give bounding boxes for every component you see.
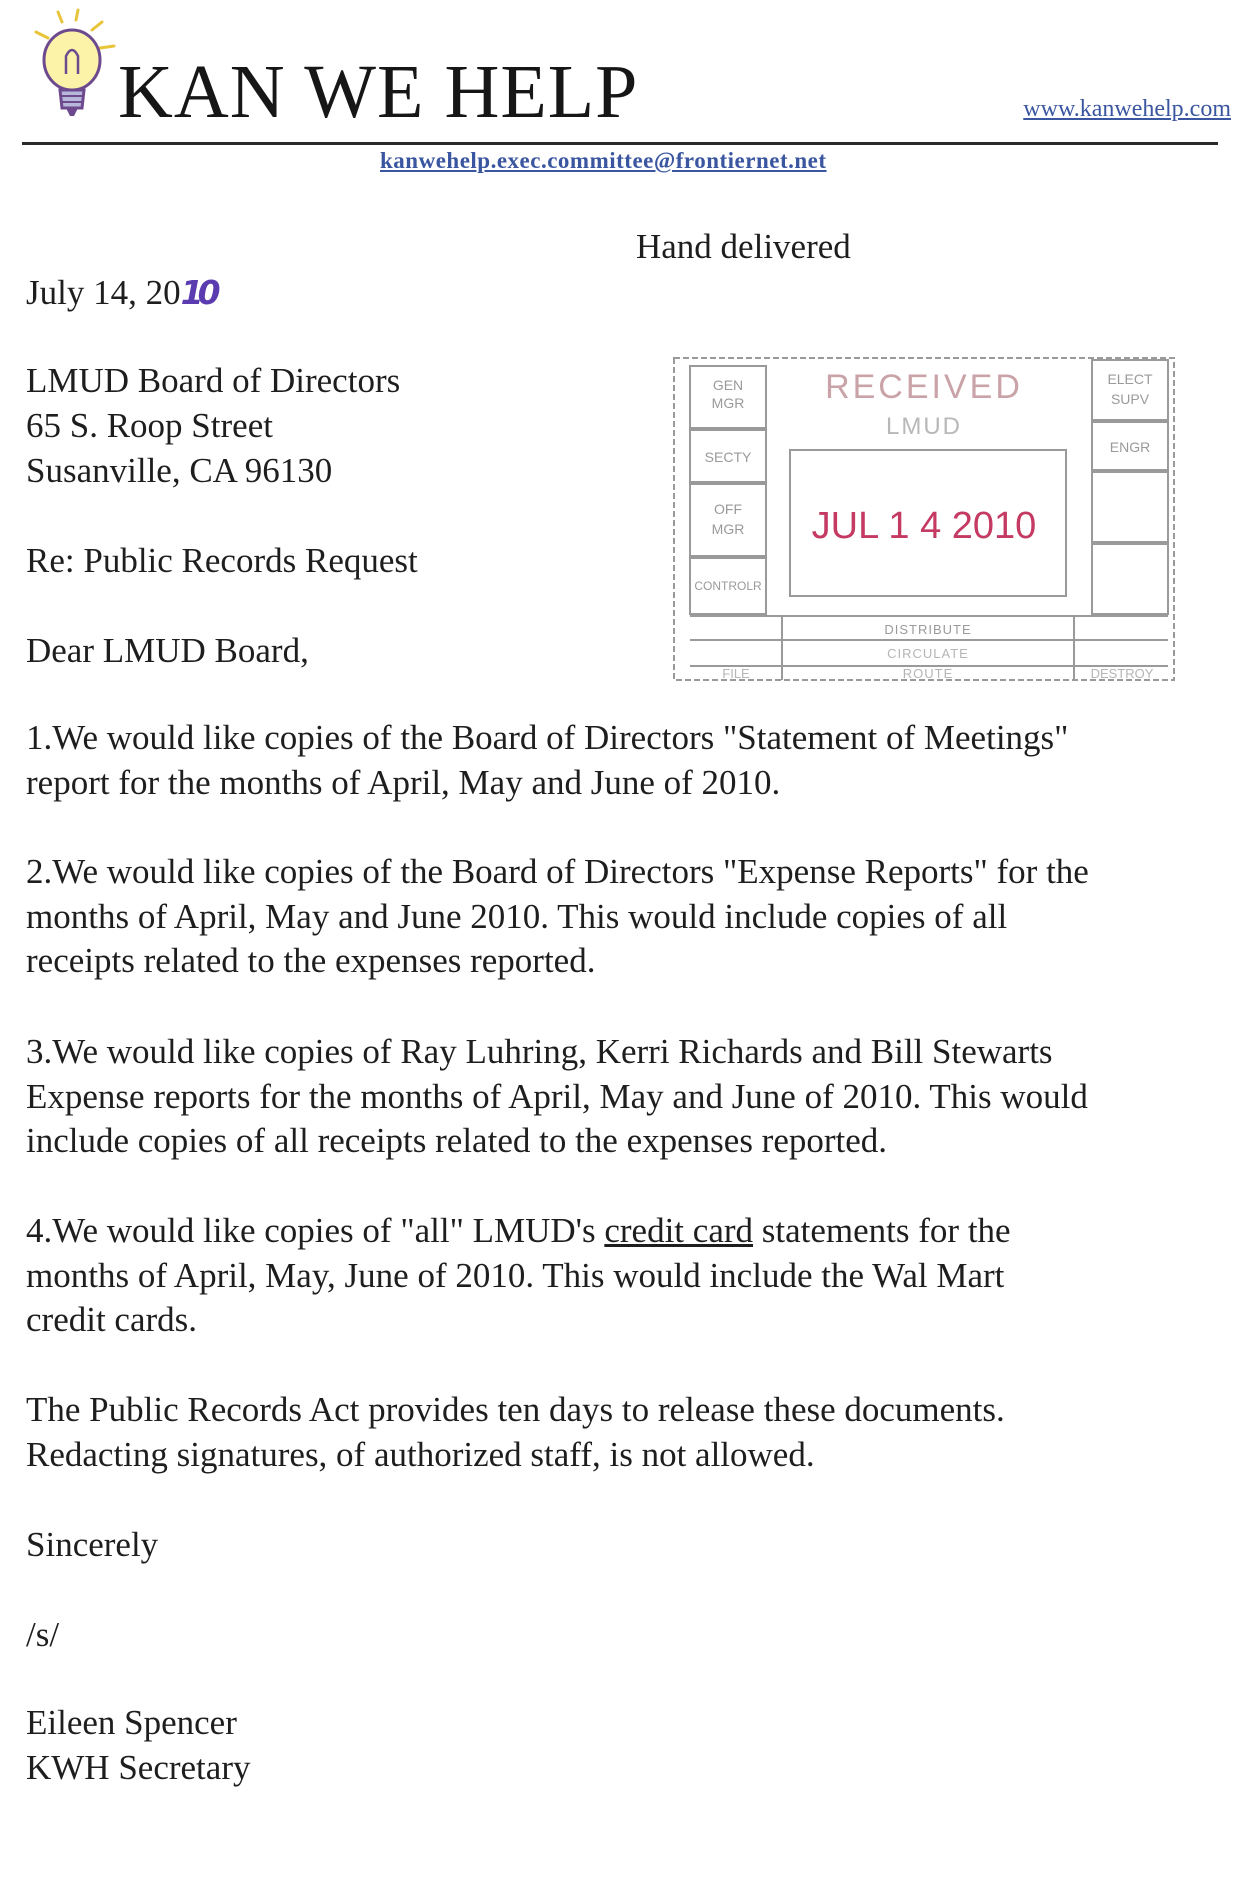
request-item-1 (26, 716, 1226, 805)
paragraph-line: Redacting signatures, of authorized staff, is not allowed. (26, 1434, 815, 1474)
stamp-left-box: MGR (711, 521, 745, 537)
paragraph-line: include copies of all receipts related to the expenses reported. (26, 1121, 888, 1160)
address-line: LMUD Board of Directors (26, 361, 401, 400)
stamp-left-box: MGR (711, 395, 745, 411)
credit-card-emphasis: credit card (604, 1211, 754, 1250)
stamp-received: RECEIVED (825, 368, 1023, 406)
paragraph-line: 2.We would like copies of the Board of Directors "Expense Reports" for the (26, 852, 1089, 891)
paragraph-line (26, 1209, 1226, 1254)
records-act-note (26, 1388, 1226, 1477)
header-divider (22, 142, 1218, 145)
paragraph-line: receipts related to the expenses reported. (26, 941, 596, 980)
signer-title: KWH Secretary (26, 1748, 251, 1787)
letter-date (26, 270, 215, 315)
stamp-right-box: SUPV (1110, 391, 1150, 407)
request-item-3 (26, 1030, 1226, 1164)
address-line: 65 S. Roop Street (26, 406, 273, 445)
recipient-address (26, 358, 400, 493)
lightbulb-logo (26, 8, 122, 128)
stamp-left-box: GEN (712, 377, 744, 393)
request-item-4 (26, 1209, 1226, 1343)
received-stamp (670, 350, 1182, 694)
stamp-left-box: SECTY (704, 449, 752, 465)
salutation: Dear LMUD Board, (26, 631, 309, 670)
paragraph-line: 1.We would like copies of the Board of Directors "Statement of Meetings" (26, 718, 1069, 757)
paragraph-line: credit cards. (26, 1300, 198, 1339)
signature: /s/ (26, 1615, 60, 1654)
stamp-bottom-label: DISTRIBUTE (884, 622, 972, 637)
stamp-bottom-label: DESTROY (1090, 666, 1154, 681)
stamp-right-box: ELECT (1107, 371, 1153, 387)
request-item-2 (26, 850, 1226, 984)
handwritten-year-correction: 10 (180, 273, 215, 312)
paragraph-line: report for the months of April, May and June of 2010. (26, 762, 781, 802)
stamp-date: JUL 1 4 2010 (811, 505, 1037, 547)
stamp-left-box: OFF (714, 501, 742, 517)
paragraph-line: The Public Records Act provides ten days to release these documents. (26, 1390, 1005, 1429)
date-text: July 14, 20 (26, 273, 181, 312)
email-link[interactable]: kanwehelp.exec.committee@frontiernet.net (380, 148, 827, 173)
paragraph-line: 3.We would like copies of Ray Luhring, Kerri Richards and Bill Stewarts (26, 1032, 1053, 1071)
lightbulb-icon (26, 8, 122, 128)
delivery-note: Hand delivered (636, 227, 851, 266)
stamp-bottom-label: FILE (722, 666, 750, 681)
text-segment: 4.We would like copies of "all" LMUD's (26, 1211, 605, 1250)
signer-name: Eileen Spencer (26, 1703, 237, 1742)
stamp-left-box: CONTROLR (694, 579, 762, 593)
stamp-right-box: ENGR (1109, 439, 1151, 455)
org-name: KAN WE HELP (118, 50, 639, 134)
subject-line: Re: Public Records Request (26, 541, 418, 580)
stamp-bottom-label: ROUTE (902, 666, 954, 681)
website-link[interactable]: www.kanwehelp.com (1023, 96, 1231, 122)
paragraph-line: Expense reports for the months of April, May and June of 2010. This would (26, 1076, 1088, 1116)
stamp-org: LMUD (885, 413, 963, 440)
stamp-bottom-label: CIRCULATE (887, 646, 969, 661)
paragraph-line: months of April, May and June 2010. This would include copies of all (26, 896, 1008, 936)
closing: Sincerely (26, 1525, 159, 1564)
address-line: Susanville, CA 96130 (26, 451, 333, 490)
text-segment: statements for the (753, 1211, 1011, 1250)
paragraph-line: months of April, May, June of 2010. This would include the Wal Mart (26, 1255, 1005, 1295)
